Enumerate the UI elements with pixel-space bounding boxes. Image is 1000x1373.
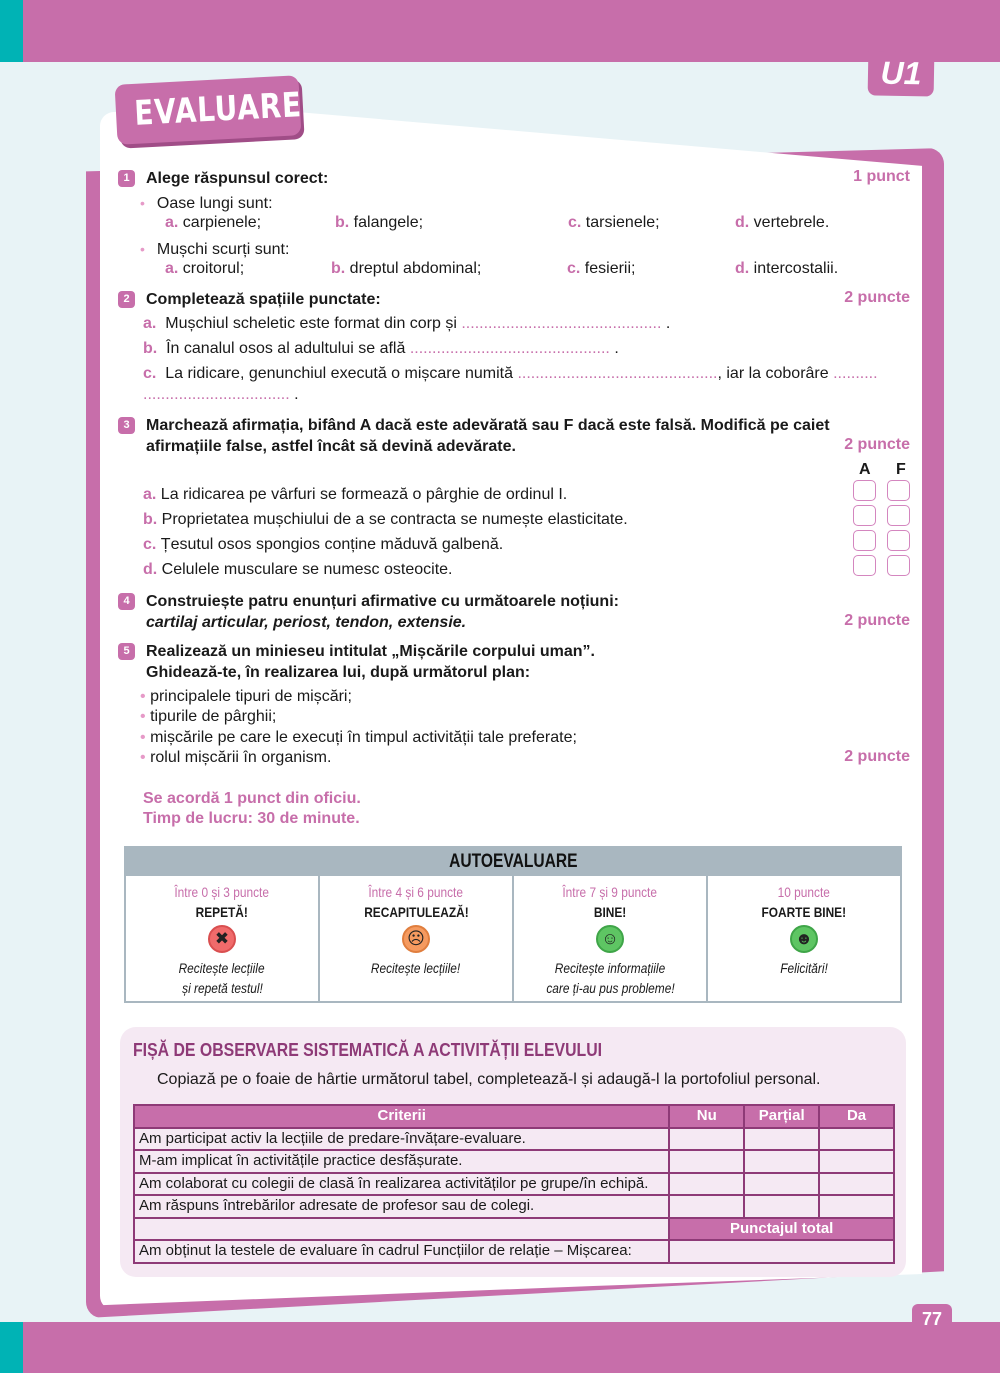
cell-yes[interactable]: [819, 1173, 894, 1196]
question-2: [118, 289, 910, 403]
item-stem: • Oase lungi sunt:: [140, 193, 273, 214]
checkbox-a-true[interactable]: [853, 480, 876, 501]
sad-face-icon: ☹: [402, 925, 430, 953]
observation-sheet-instructions: Copiază pe o foaie de hârtie următorul tabel, completează-l și adaugă-l la portofoliul personal.: [157, 1071, 821, 1088]
option-c: c. fesierii;: [567, 260, 636, 277]
cell-yes[interactable]: [819, 1150, 894, 1173]
plan-bullet: • principalele tipuri de mișcări;: [140, 688, 352, 705]
statement-d: d. Celulele musculare se numesc osteocite.: [143, 561, 453, 578]
cell-partial[interactable]: [744, 1173, 819, 1196]
question-points: 2 puncte: [844, 748, 910, 765]
plan-bullet: • tipurile de pârghii;: [140, 708, 277, 725]
blank-field[interactable]: ..........: [833, 365, 878, 382]
score-band-0-3: Între 0 și 3 puncte REPETĂ! ✖ Recitește lecțiile și repetă testul!: [126, 876, 320, 1003]
cell-partial[interactable]: [744, 1128, 819, 1151]
observation-sheet: [120, 1027, 906, 1277]
question-4: 4 Construiește patru enunțuri afirmative cu următoarele noțiuni: cartilaj articular, periost, tendon, extensie. 2 puncte: [118, 591, 910, 636]
fill-item-b: b. În canalul osos al adultului se află ............................................. .: [143, 340, 619, 357]
self-evaluation-title: AUTOEVALUARE: [126, 848, 900, 876]
top-teal-strip: [0, 0, 23, 62]
score-band-7-9: Între 7 și 9 puncte BINE! ☺ Recitește informațiile care ți-au pus probleme!: [514, 876, 708, 1003]
header-criteria: Criterii: [134, 1105, 669, 1128]
cell-no[interactable]: [669, 1150, 744, 1173]
question-1: [118, 168, 910, 283]
question-number: 1: [118, 170, 135, 187]
cell-no[interactable]: [669, 1195, 744, 1218]
cell-partial[interactable]: [744, 1150, 819, 1173]
question-points: 2 puncte: [844, 289, 910, 306]
laughing-face-icon: ☻: [790, 925, 818, 953]
score-band-10: 10 puncte FOARTE BINE! ☻ Felicitări!: [761, 884, 847, 976]
checkbox-d-false[interactable]: [887, 555, 910, 576]
blank-field[interactable]: .............................................: [409, 340, 610, 357]
smile-face-icon: ☺: [596, 925, 624, 953]
plan-bullet: • mișcările pe care le execuți în timpul activității tale preferate;: [140, 729, 577, 746]
observation-table: [133, 1104, 895, 1264]
option-b: b. dreptul abdominal;: [331, 260, 482, 277]
question-number: 2: [118, 291, 135, 308]
question-3: 3 Marchează afirmația, bifând A dacă este adevărată sau F dacă este falsă. Modifică pe caiet afirmațiile false, astfel încât să devină adevărate. 2 puncte A F a. La ridicarea pe vârfuri se formează o pârghie de ordinul I. b. Proprietatea mușchiului de a se contracta se numește elasticitate. c. Țesutul osos spongios conține măduvă galbenă. d. Celulele musculare se numesc osteocite.: [118, 415, 910, 580]
table-row: Am răspuns întrebărilor adresate de profesor sau de colegi.: [134, 1195, 894, 1218]
top-banner: [0, 0, 1000, 62]
header-partial: Parțial: [744, 1105, 819, 1128]
bottom-teal-strip: [0, 1322, 23, 1373]
self-evaluation-table: [124, 846, 902, 1003]
bottom-banner: [0, 1322, 1000, 1373]
checkbox-c-true[interactable]: [853, 530, 876, 551]
question-5: 5 Realizează un minieseu intitulat „Mișcările corpului uman”. Ghidează-te, în realizarea lui, după următorul plan: • principalele tipuri de mișcări; • tipurile de pârghii; • mișcările pe care le execuți în timpul activității tale preferate; • rolul mișcării în organism. 2 puncte: [118, 641, 910, 771]
fill-item-c: c. La ridicare, genunchiul execută o mișcare numită ............................................., iar la coborâre ..........: [143, 365, 878, 382]
table-row: Am participat activ la lecțiile de predare-învățare-evaluare.: [134, 1128, 894, 1151]
table-row: [134, 1218, 894, 1241]
cell-no[interactable]: [669, 1173, 744, 1196]
option-a: a. croitorul;: [165, 260, 245, 277]
header-yes: Da: [819, 1105, 894, 1128]
blank-field[interactable]: .............................................: [461, 315, 662, 332]
table-row: Am obținut la testele de evaluare în cadrul Funcțiilor de relație – Mișcarea:: [134, 1240, 894, 1263]
terms-list: cartilaj articular, periost, tendon, extensie.: [146, 614, 467, 631]
cell-yes[interactable]: [819, 1195, 894, 1218]
statement-b: b. Proprietatea mușchiului de a se contracta se numește elasticitate.: [143, 511, 628, 528]
page-number: 77: [912, 1304, 952, 1336]
table-row: M-am implicat în activitățile practice desfășurate.: [134, 1150, 894, 1173]
unit-badge: U1: [868, 51, 935, 96]
blank-field[interactable]: .................................: [143, 386, 290, 403]
checkbox-b-false[interactable]: [887, 505, 910, 526]
question-number: 3: [118, 417, 135, 434]
score-band-4-6: Între 4 și 6 puncte RECAPITULEAZĂ! ☹ Recitește lecțiile!: [320, 876, 514, 1003]
fill-item-a: a. Mușchiul scheletic este format din corp și ............................................. .: [143, 315, 671, 332]
crying-face-icon: ✖: [208, 925, 236, 953]
option-b: b. falangele;: [335, 214, 424, 231]
statement-a: a. La ridicarea pe vârfuri se formează o pârghie de ordinul I.: [143, 486, 568, 503]
column-f-label: F: [896, 461, 906, 478]
section-title: EVALUARE: [115, 75, 302, 145]
question-points: 2 puncte: [844, 612, 910, 629]
question-prompt: Alege răspunsul corect:: [146, 170, 329, 187]
plan-bullet: • rolul mișcării în organism.: [140, 749, 332, 766]
table-row: Am colaborat cu colegii de clasă în realizarea activităților pe grupe/în echipă.: [134, 1173, 894, 1196]
statement-c: c. Țesutul osos spongios conține măduvă galbenă.: [143, 536, 504, 553]
item-stem: • Mușchi scurți sunt:: [140, 239, 289, 260]
observation-sheet-title: FIȘĂ DE OBSERVARE SISTEMATICĂ A ACTIVITĂȚII ELEVULUI: [133, 1040, 603, 1060]
option-d: d. vertebrele.: [735, 214, 830, 231]
blank-field[interactable]: .............................................: [517, 365, 718, 382]
question-points: 2 puncte: [844, 436, 910, 453]
cell-partial[interactable]: [744, 1195, 819, 1218]
question-number: 5: [118, 643, 135, 660]
option-c: c. tarsienele;: [568, 214, 660, 231]
question-number: 4: [118, 593, 135, 610]
option-d: d. intercostalii.: [735, 260, 839, 277]
checkbox-d-true[interactable]: [853, 555, 876, 576]
total-score-label: Punctajul total: [669, 1218, 894, 1241]
option-a: a. carpienele;: [165, 214, 262, 231]
cell-no[interactable]: [669, 1128, 744, 1151]
checkbox-c-false[interactable]: [887, 530, 910, 551]
column-a-label: A: [859, 461, 871, 478]
cell-yes[interactable]: [819, 1128, 894, 1151]
fill-item-c-cont: ................................. .: [143, 386, 299, 403]
question-points: 1 punct: [853, 168, 910, 185]
question-prompt: Completează spațiile punctate:: [146, 291, 381, 308]
time-note: Timp de lucru: 30 de minute.: [143, 810, 360, 827]
total-score-field[interactable]: [669, 1240, 894, 1263]
bonus-note: Se acordă 1 punct din oficiu.: [143, 790, 361, 807]
checkbox-a-false[interactable]: [887, 480, 910, 501]
checkbox-b-true[interactable]: [853, 505, 876, 526]
header-no: Nu: [669, 1105, 744, 1128]
